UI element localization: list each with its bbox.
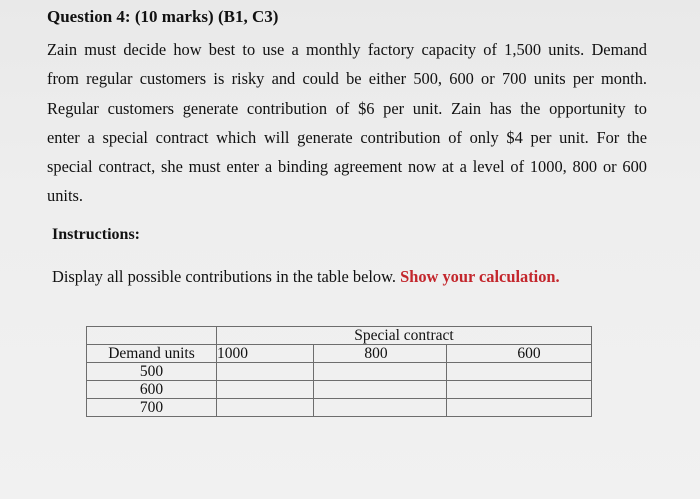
question-paragraph (47, 35, 647, 211)
question-title: Question 4: (10 marks) (B1, C3) (47, 7, 279, 26)
table-header-row (87, 327, 592, 345)
answer-cell[interactable] (314, 381, 447, 399)
contract-level-600: 600 (447, 345, 592, 363)
answer-cell[interactable] (217, 399, 314, 417)
instructions-heading: Instructions: (52, 226, 141, 243)
answer-cell[interactable] (314, 363, 447, 381)
instruction-text (52, 267, 560, 287)
paragraph-line: Regular customers generate contribution of $6 per unit. Zain has the opportunity to (47, 98, 647, 118)
answer-cell[interactable] (217, 381, 314, 399)
demand-level-600: 600 (87, 381, 217, 399)
instruction-emphasis: Show your calculation. (400, 267, 560, 286)
demand-level-700: 700 (87, 399, 217, 417)
answer-cell[interactable] (447, 363, 592, 381)
answer-cell[interactable] (217, 363, 314, 381)
table-corner-cell (87, 327, 217, 345)
demand-units-header: Demand units (87, 345, 217, 363)
contribution-table (86, 326, 592, 417)
table-row (87, 399, 592, 417)
paragraph-line: units. (47, 186, 83, 206)
paragraph-line: enter a special contract which will generate contribution of only $4 per unit. For the (47, 127, 647, 147)
table-row (87, 381, 592, 399)
paragraph-line: special contract, she must enter a binding agreement now at a level of 1000, 800 or 600 (47, 157, 647, 177)
special-contract-header: Special contract (217, 327, 592, 345)
answer-cell[interactable] (447, 381, 592, 399)
instruction-body: Display all possible contributions in the table below. (52, 267, 401, 286)
table-subheader-row (87, 345, 592, 363)
contract-level-1000: 1000 (217, 345, 314, 363)
paragraph-line: from regular customers is risky and could be either 500, 600 or 700 units per month. (47, 69, 647, 89)
contract-level-800: 800 (314, 345, 447, 363)
paragraph-line: Zain must decide how best to use a monthly factory capacity of 1,500 units. Demand (47, 40, 647, 59)
answer-cell[interactable] (447, 399, 592, 417)
table-row (87, 363, 592, 381)
answer-cell[interactable] (314, 399, 447, 417)
demand-level-500: 500 (87, 363, 217, 381)
